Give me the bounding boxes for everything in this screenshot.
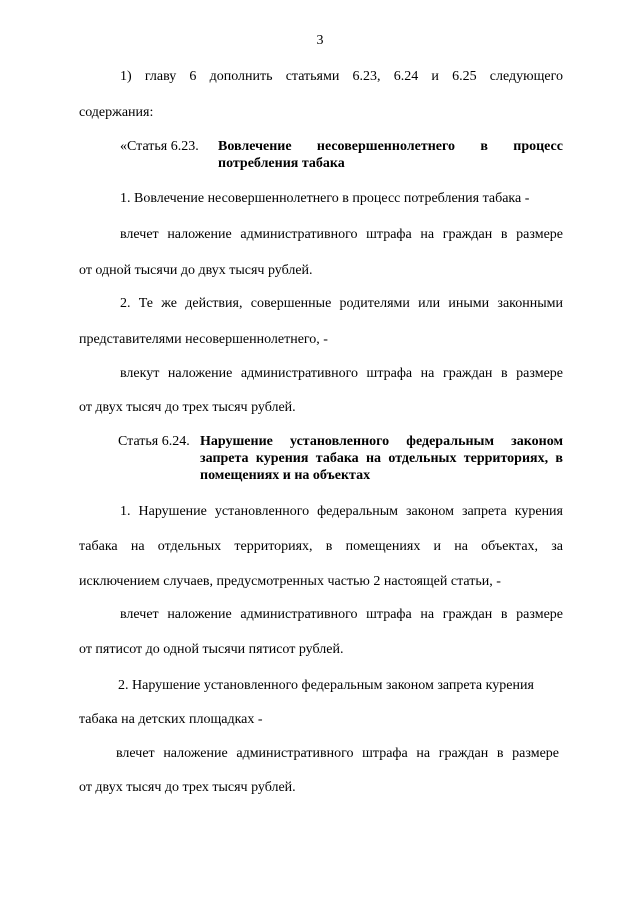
page-number: 3 bbox=[316, 33, 324, 48]
article-6-23-title-line-2: потребления табака bbox=[218, 156, 345, 171]
article-6-23-part-2-sanction-line-2: от двух тысяч до трех тысяч рублей. bbox=[79, 400, 296, 415]
article-6-24-title-line-1: Нарушение установленного федеральным законом bbox=[200, 434, 563, 449]
article-6-24-label: Статья 6.24. bbox=[118, 434, 190, 449]
article-6-24-part-2-sanction-line-2: от двух тысяч до трех тысяч рублей. bbox=[79, 780, 296, 795]
article-6-24-part-1-sanction-line-2: от пятисот до одной тысячи пятисот рублей. bbox=[79, 642, 344, 657]
article-6-24-part-1-line-1: 1. Нарушение установленного федеральным законом запрета курения bbox=[120, 504, 563, 519]
article-6-23-part-1-sanction-line-1: влечет наложение административного штрафа на граждан в размере bbox=[120, 227, 563, 242]
article-6-24-part-2-line-2: табака на детских площадках - bbox=[79, 712, 263, 727]
intro-line-1: 1) главу 6 дополнить статьями 6.23, 6.24 и 6.25 следующего bbox=[120, 69, 563, 84]
article-6-23-label: «Статья 6.23. bbox=[120, 139, 199, 154]
article-6-24-part-2-sanction-line-1: влечет наложение административного штрафа на граждан в размере bbox=[116, 746, 559, 761]
article-6-23-title bbox=[218, 138, 563, 172]
article-6-24-part-1-sanction-line-1: влечет наложение административного штрафа на граждан в размере bbox=[120, 607, 563, 622]
article-6-24-title bbox=[200, 433, 563, 484]
article-6-23-part-2-line-1: 2. Те же действия, совершенные родителями или иными законными bbox=[120, 296, 563, 311]
article-6-24-heading bbox=[118, 433, 563, 484]
article-6-23-part-1-sanction-line-2: от одной тысячи до двух тысяч рублей. bbox=[79, 263, 313, 278]
article-6-23-title-line-1: Вовлечение несовершеннолетнего в процесс bbox=[218, 139, 563, 154]
article-6-23-part-2-sanction-line-1: влекут наложение административного штрафа на граждан в размере bbox=[120, 366, 563, 381]
article-6-23-heading bbox=[120, 138, 563, 172]
article-6-24-part-2-line-1: 2. Нарушение установленного федеральным законом запрета курения bbox=[118, 678, 534, 693]
article-6-23-part-1: 1. Вовлечение несовершеннолетнего в процесс потребления табака - bbox=[120, 191, 530, 206]
article-6-24-part-1-line-3: исключением случаев, предусмотренных частью 2 настоящей статьи, - bbox=[79, 574, 501, 589]
article-6-24-title-line-3: помещениях и на объектах bbox=[200, 468, 371, 483]
intro-line-2: содержания: bbox=[79, 105, 154, 120]
article-6-24-title-line-2: запрета курения табака на отдельных территориях, в bbox=[200, 451, 563, 466]
article-6-23-part-2-line-2: представителями несовершеннолетнего, - bbox=[79, 332, 328, 347]
article-6-24-part-1-line-2: табака на отдельных территориях, в помещениях и на объектах, за bbox=[79, 539, 563, 554]
